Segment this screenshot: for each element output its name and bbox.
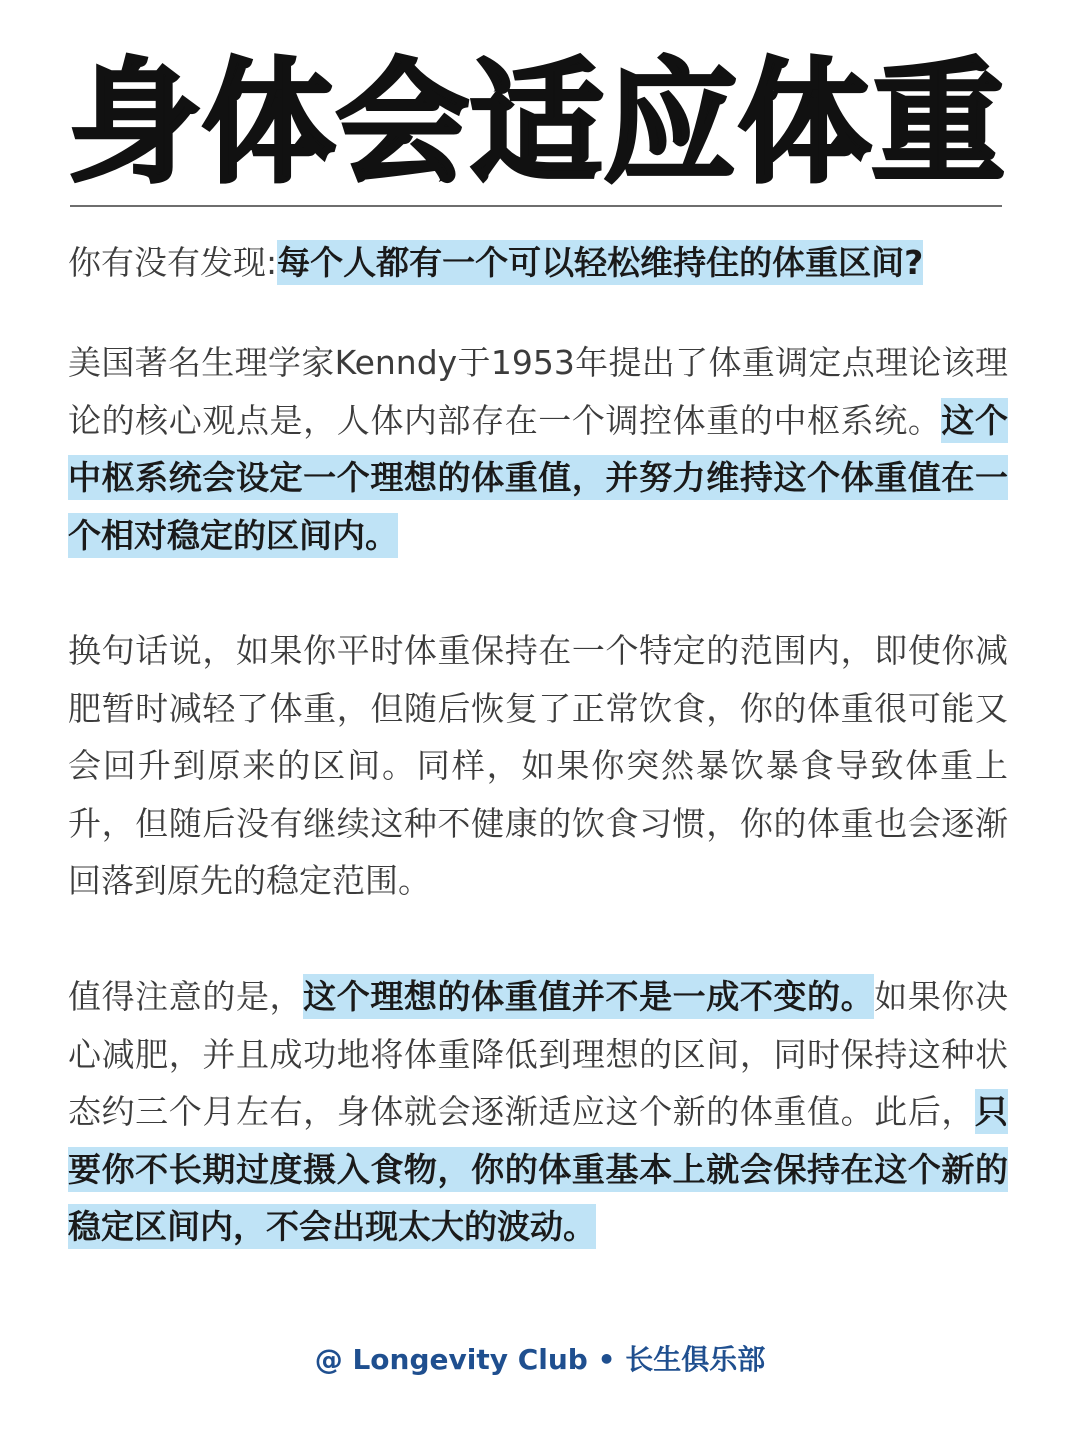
note-highlight-2: 只要你不长期过度摄入食物，你的体重基本上就会保持在这个新的稳定区间内，不会出现太大的波动。: [68, 1089, 1008, 1249]
footer-credit: [0, 1340, 1080, 1380]
page-title: 身体会适应体重: [68, 47, 1006, 201]
note-text-1: 值得注意的是，: [68, 977, 304, 1016]
paragraph-note: [68, 968, 1008, 1256]
paragraph-intro: [68, 234, 1008, 292]
paragraph-theory: [68, 334, 1008, 564]
note-text-2: 如果你决心减肥，并且成功地将体重降低到理想的区间，同时保持这种状态约三个月左右，身体就会逐渐适应这个新的体重值。此后，: [68, 977, 1009, 1131]
note-highlight-1: 这个理想的体重值并不是一成不变的。: [303, 974, 874, 1019]
intro-highlight: 每个人都有一个可以轻松维持住的体重区间?: [277, 240, 923, 285]
intro-text: 你有没有发现:: [68, 243, 278, 282]
explanation-text: 换句话说，如果你平时体重保持在一个特定的范围内，即使你减肥暂时减轻了体重，但随后恢复了正常饮食，你的体重很可能又会回升到原来的区间。同样，如果你突然暴饮暴食导致体重上升，但随后没有继续这种不健康的饮食习惯，你的体重也会逐渐回落到原先的稳定范围。: [68, 631, 1008, 900]
footer-brand-cn: 长生俱乐部: [625, 1343, 766, 1376]
paragraph-explanation: [68, 622, 1008, 910]
footer-brand: @ Longevity Club: [314, 1343, 588, 1376]
theory-text: 美国著名生理学家Kenndy于1953年提出了体重调定点理论该理论的核心观点是，人体内部存在一个调控体重的中枢系统。: [68, 343, 1008, 440]
theory-highlight: 这个中枢系统会设定一个理想的体重值，并努力维持这个体重值在一个相对稳定的区间内。: [68, 398, 1008, 558]
footer-separator: •: [597, 1343, 616, 1376]
title-divider: [70, 205, 1002, 207]
